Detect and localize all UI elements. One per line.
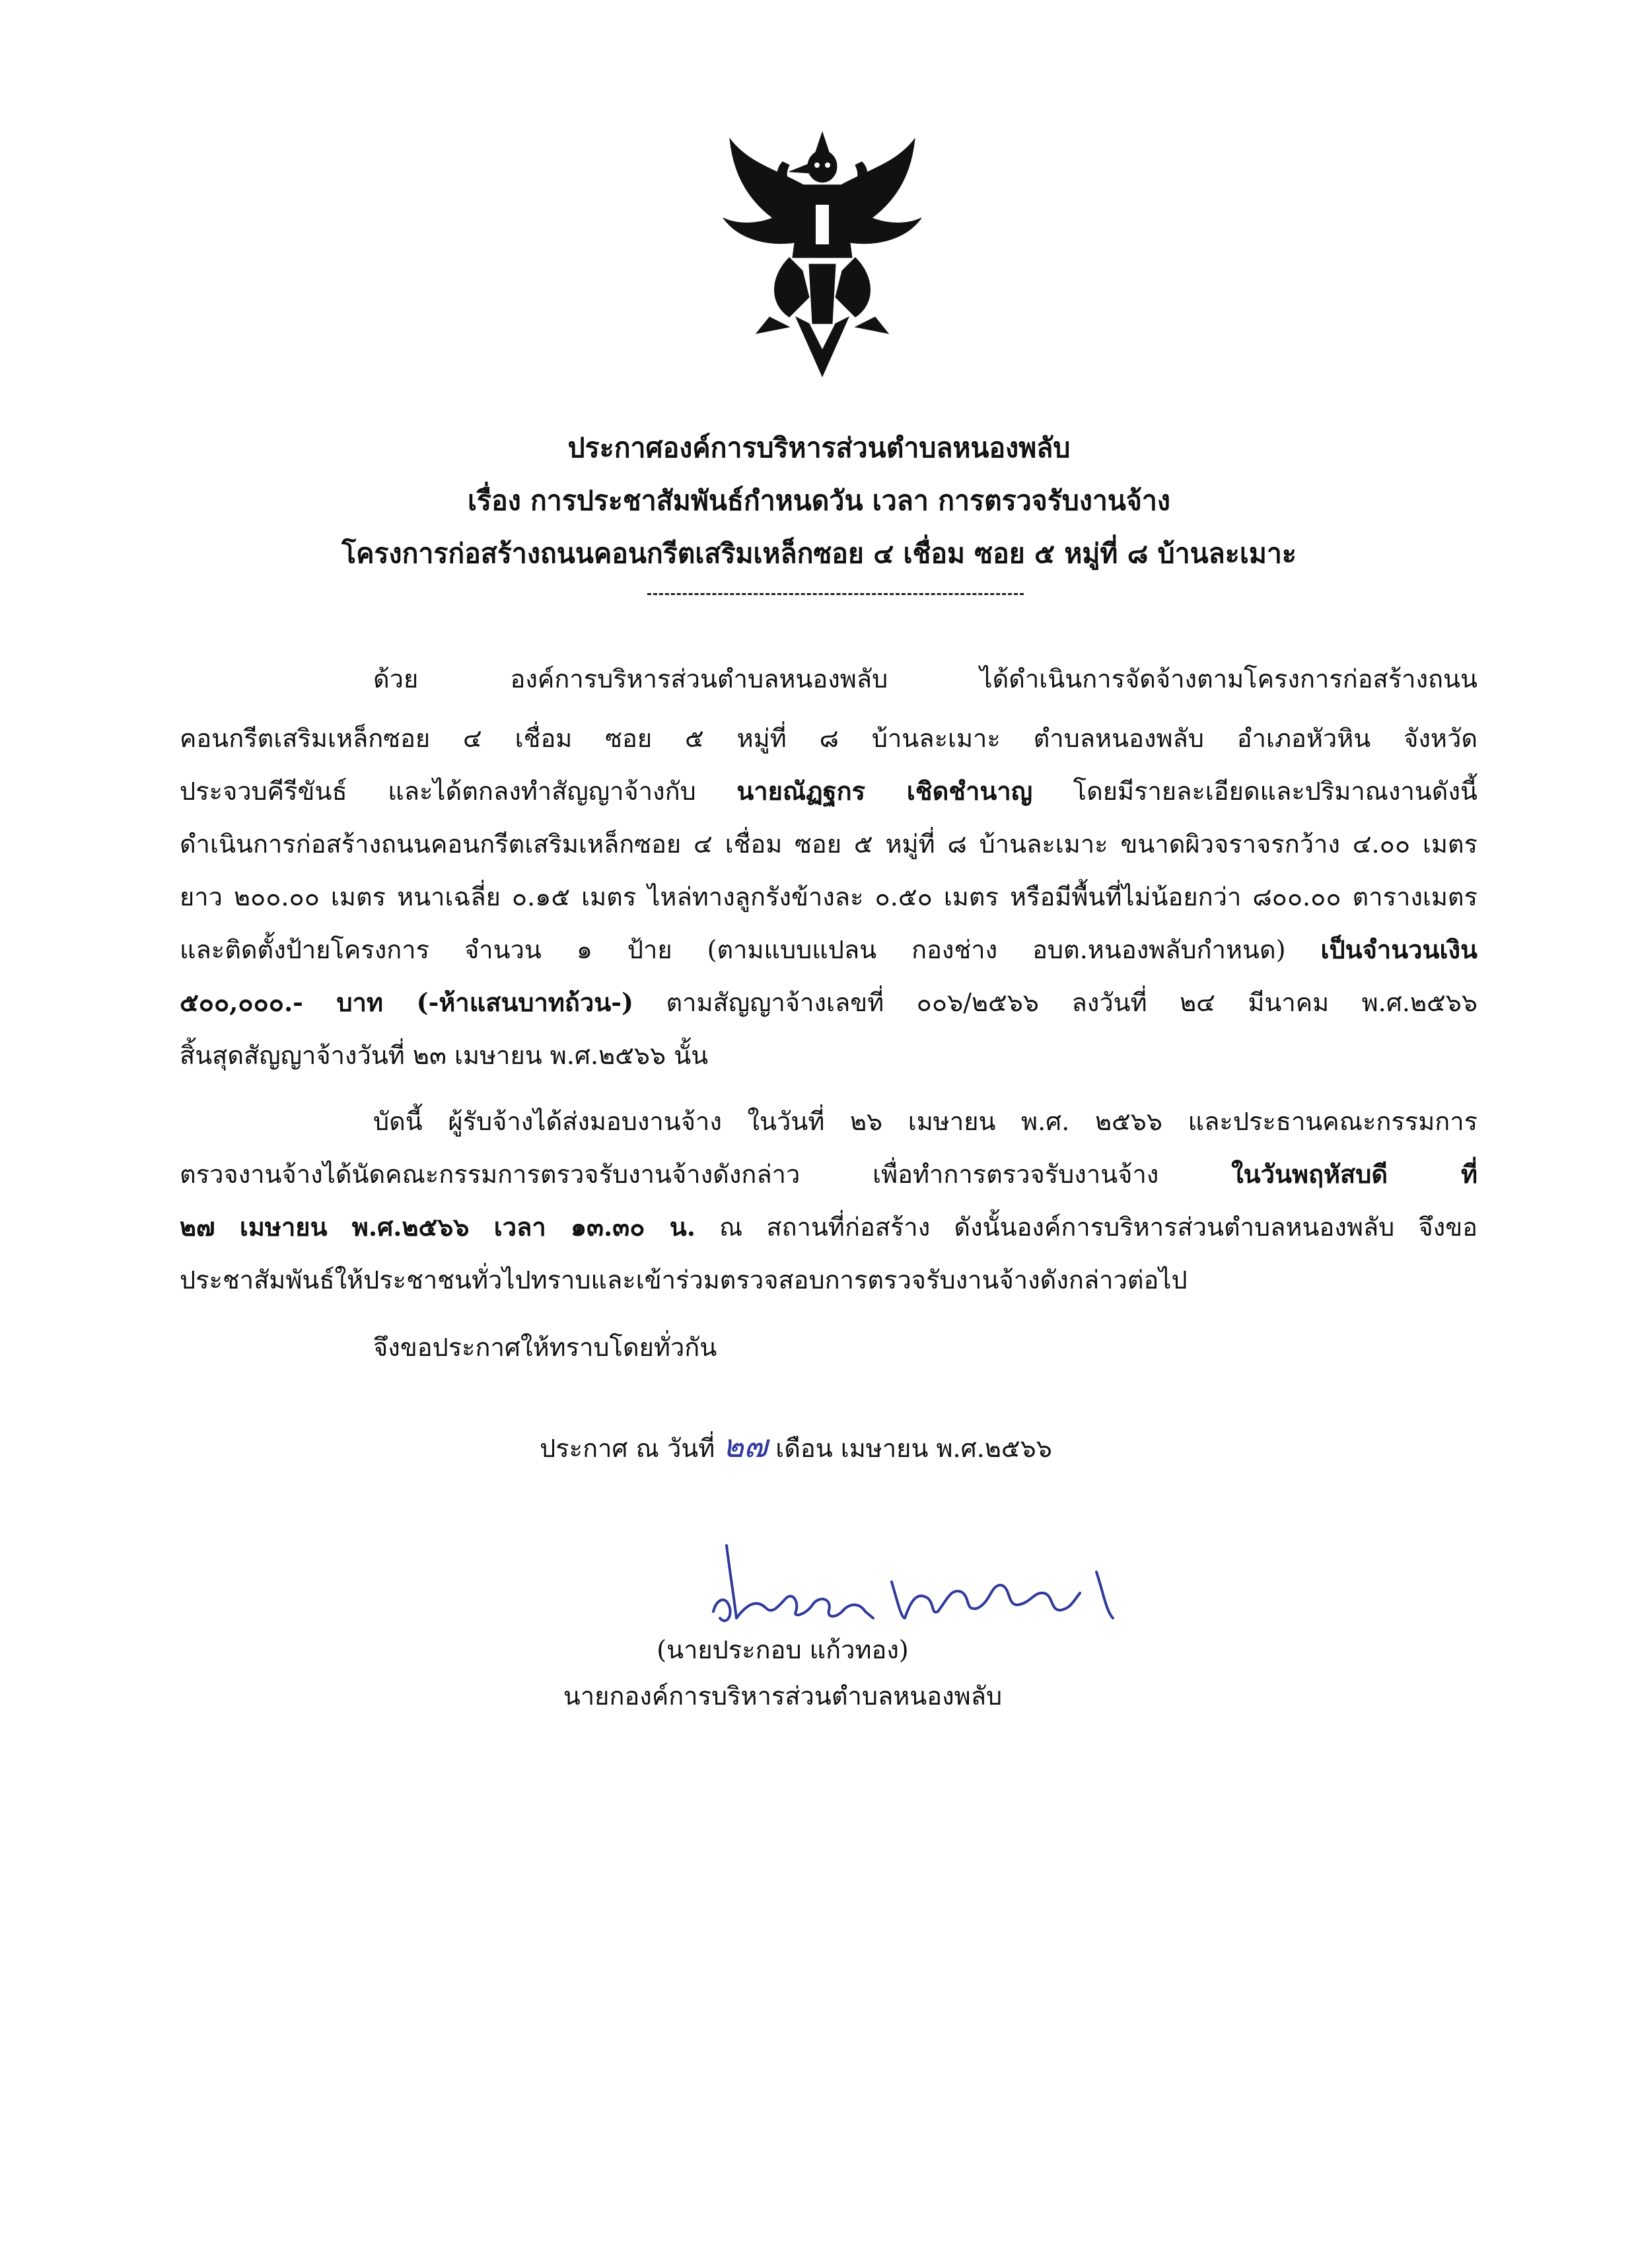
subject-line: เรื่อง การประชาสัมพันธ์กำหนดวัน เวลา การตรวจรับงานจ้าง (468, 485, 1170, 516)
inspection-datetime: ๒๗ เมษายน พ.ศ.๒๕๖๖ เวลา ๑๓.๓๐ น. (180, 1212, 695, 1242)
project-title: โครงการก่อสร้างถนนคอนกรีตเสริมเหล็กซอย ๔ เชื่อม ซอย ๕ หมู่ที่ ๘ บ้านละเมาะ (341, 538, 1297, 569)
para1-line: สิ้นสุดสัญญาจ้างวันที่ ๒๓ เมษายน พ.ศ.๒๕๖๖ นั้น (180, 1041, 709, 1070)
signatory-name: (นายประกอบ แก้วทอง) (657, 1635, 909, 1664)
contractor-name: นายณัฏฐกร เชิดชำนาญ (736, 776, 1033, 806)
para1-line: ดำเนินการก่อสร้างถนนคอนกรีตเสริมเหล็กซอย ๔ เชื่อม ซอย ๕ หมู่ที่ ๘ บ้านละเมาะ ขนาดผิวจราจรกว้าง ๔.๐๐ เมตร (180, 830, 1478, 859)
amount-value: ๕๐๐,๐๐๐.- บาท (-ห้าแสนบาทถ้วน-) (180, 987, 634, 1017)
para1-text: ประจวบคีรีขันธ์ และได้ตกลงทำสัญญาจ้างกับ (180, 777, 737, 806)
para1-line (180, 930, 1478, 970)
inspection-day: ในวันพฤหัสบดี ที่ (1231, 1159, 1478, 1189)
para1-line: คอนกรีตเสริมเหล็กซอย ๔ เชื่อม ซอย ๕ หมู่ที่ ๘ บ้านละเมาะ ตำบลหนองพลับ อำเภอหัวหิน จังหวัด (180, 724, 1478, 753)
closing-statement: จึงขอประกาศให้ทราบโดยทั่วกัน (373, 1333, 717, 1362)
para2-line: บัดนี้ ผู้รับจ้างได้ส่งมอบงานจ้าง ในวันที่ ๒๖ เมษายน พ.ศ. ๒๕๖๖ และประธานคณะกรรมการ (373, 1107, 1478, 1136)
para2-text: ตรวจงานจ้างได้นัดคณะกรรมการตรวจรับงานจ้างดังกล่าว เพื่อทำการตรวจรับงานจ้าง (180, 1160, 1232, 1189)
announcement-date (0, 1427, 1615, 1468)
para1-line (180, 771, 1478, 811)
handwritten-day: ๒๗ (723, 1428, 768, 1465)
signatory-position: นายกองค์การบริหารส่วนตำบลหนองพลับ (563, 1682, 1003, 1711)
garuda-emblem (710, 125, 935, 383)
date-prefix: ประกาศ ณ วันที่ (540, 1434, 723, 1463)
para2-line: ประชาสัมพันธ์ให้ประชาชนทั่วไปทราบและเข้าร่วมตรวจสอบการตรวจรับงานจ้างดังกล่าวต่อไป (180, 1265, 1188, 1294)
announcement-title: ประกาศองค์การบริหารส่วนตำบลหนองพลับ (567, 432, 1071, 464)
para2-line (180, 1207, 1478, 1247)
para1-text: ตามสัญญาจ้างเลขที่ ๐๐๖/๒๕๖๖ ลงวันที่ ๒๔ มีนาคม พ.ศ.๒๕๖๖ (633, 988, 1478, 1017)
para2-line (180, 1154, 1478, 1194)
para1-text: โดยมีรายละเอียดและปริมาณงานดังนี้ (1032, 777, 1478, 806)
para1-text: และติดตั้งป้ายโครงการ จำนวน ๑ ป้าย (ตามแบบแปลน กองช่าง อบต.หนองพลับกำหนด) (180, 935, 1321, 964)
para1-line (180, 983, 1478, 1022)
handwritten-signature (700, 1519, 1136, 1645)
title-divider (647, 593, 1024, 595)
amount-label: เป็นจำนวนเงิน (1320, 935, 1478, 964)
para2-text: ณ สถานที่ก่อสร้าง ดังนั้นองค์การบริหารส่วนตำบลหนองพลับ จึงขอ (695, 1213, 1478, 1242)
para1-line: ยาว ๒๐๐.๐๐ เมตร หนาเฉลี่ย ๐.๑๕ เมตร ไหล่ทางลูกรังข้างละ ๐.๕๐ เมตร หรือมีพื้นที่ไม่น้อยกว่า ๘๐๐.๐๐ ตารางเมตร (180, 882, 1478, 911)
date-suffix: เดือน เมษายน พ.ศ.๒๕๖๖ (767, 1434, 1052, 1463)
para1-line: ด้วย องค์การบริหารส่วนตำบลหนองพลับ ได้ดำเนินการจัดจ้างตามโครงการก่อสร้างถนน (373, 664, 1478, 693)
